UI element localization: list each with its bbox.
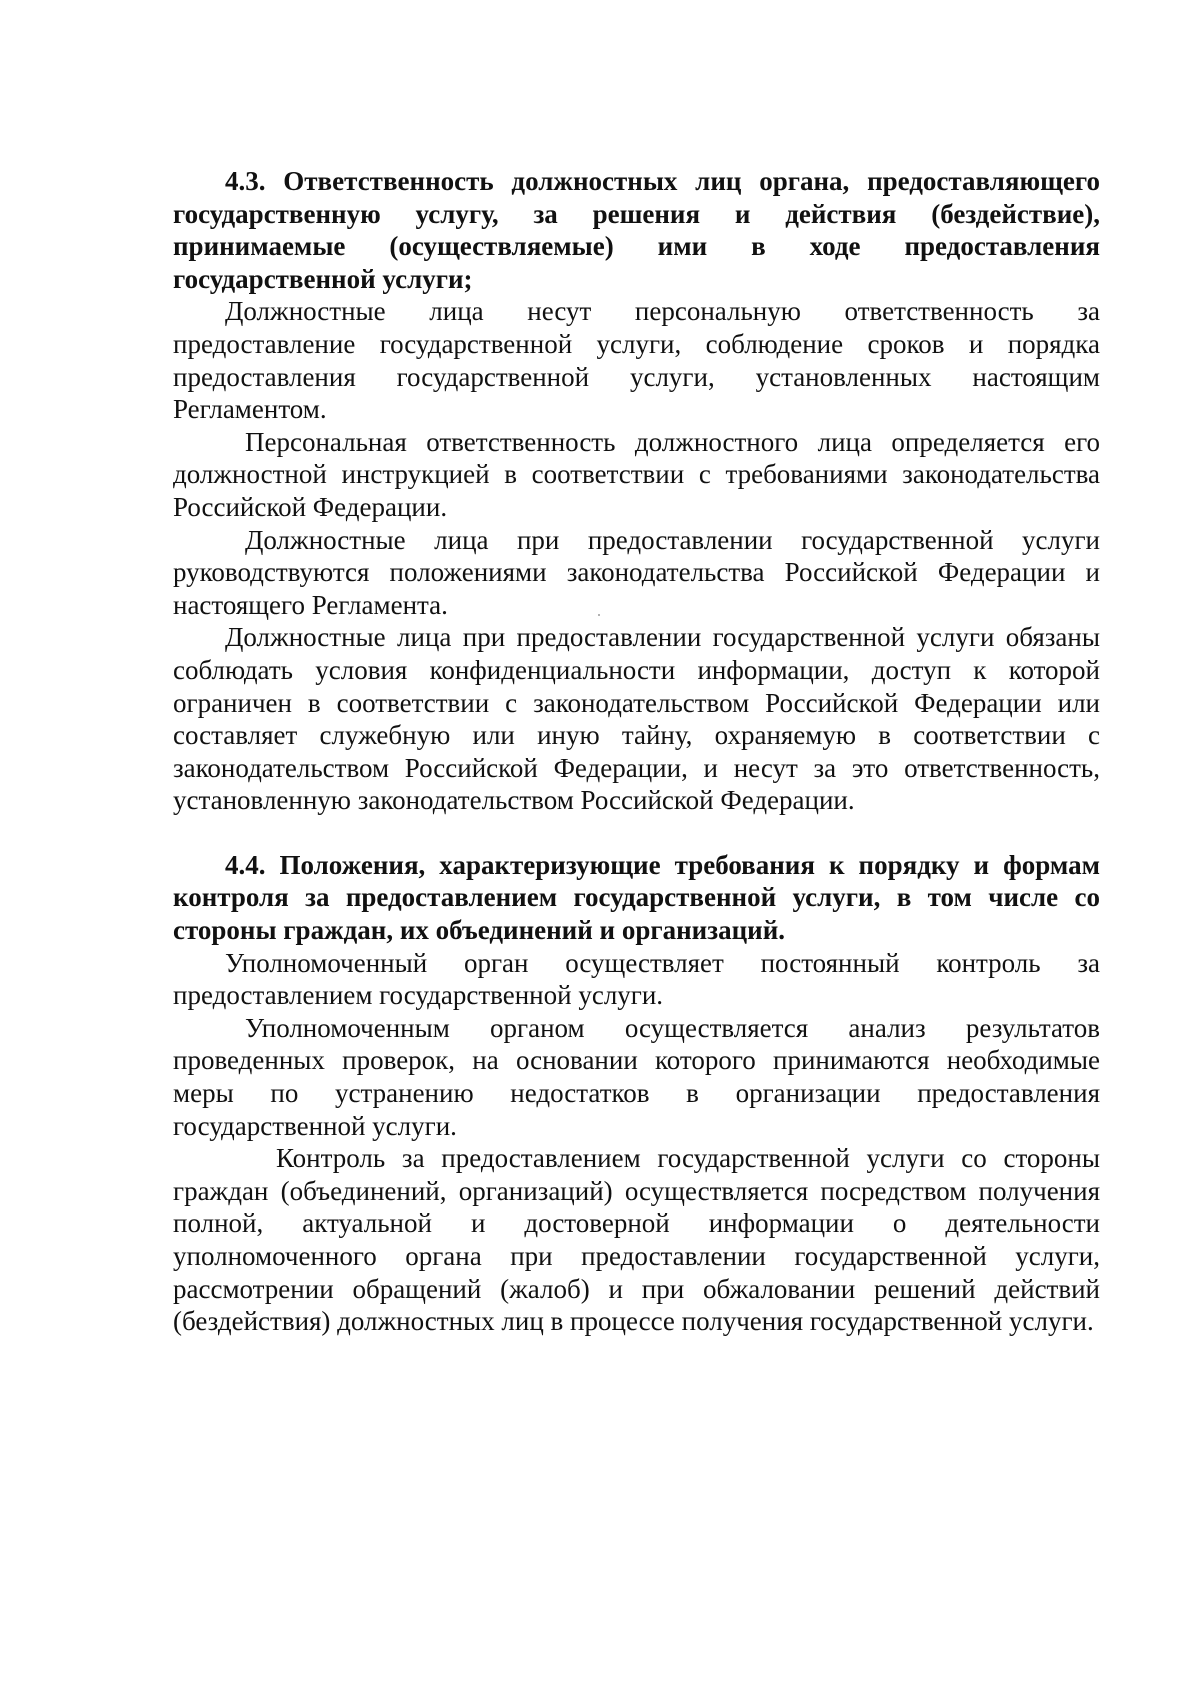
- section-4-3-paragraph-2: Персональная ответственность должностного лица определяется его должностной инструкцией в соответствии с требованиями законодательства Российской Федерации.: [173, 426, 1100, 522]
- scan-speck: [598, 614, 600, 616]
- section-4-4-paragraph-1: Уполномоченный орган осуществляет постоянный контроль за предоставлением государственной услуги.: [173, 947, 1100, 1011]
- section-4-4-paragraph-2: Уполномоченным органом осуществляется анализ результатов проведенных проверок, на основании которого принимаются необходимые меры по устранению недостатков в организации предоставления государственной услуги.: [173, 1012, 1100, 1141]
- section-4-4-heading: 4.4. Положения, характеризующие требования к порядку и формам контроля за предоставлением государственной услуги, в том числе со стороны граждан, их объединений и организаций.: [173, 849, 1100, 946]
- document-page: [173, 165, 1100, 1338]
- section-4-4-paragraph-3: Контроль за предоставлением государственной услуги со стороны граждан (объединений, организаций) осуществляется посредством получения полной, актуальной и достоверной информации о деятельности уполномоченного органа при предоставлении государственной услуги, рассмотрении обращений (жалоб) и при обжаловании решений действий (бездействия) должностных лиц в процессе получения государственной услуги.: [173, 1143, 1100, 1337]
- section-4-3-heading: 4.3. Ответственность должностных лиц органа, предоставляющего государственную услугу, за решения и действия (бездействие), принимаемые (осуществляемые) ими в ходе предоставления государственной услуги;: [173, 166, 1100, 294]
- section-spacer: [173, 817, 1100, 849]
- section-4-3-paragraph-3: Должностные лица при предоставлении государственной услуги руководствуются положениями законодательства Российской Федерации и настоящего Регламента.: [173, 524, 1100, 620]
- section-4-3-paragraph-4: Должностные лица при предоставлении государственной услуги обязаны соблюдать условия конфиденциальности информации, доступ к которой ограничен в соответствии с законодательством Российской Федерации или составляет служебную или иную тайну, охраняемую в соответствии с законодательством Российской Федерации, и несут за это ответственность, установленную законодательством Российской Федерации.: [173, 622, 1100, 816]
- section-4-3-paragraph-1: Должностные лица несут персональную ответственность за предоставление государственной услуги, соблюдение сроков и порядка предоставления государственной услуги, установленных настоящим Регламентом.: [173, 296, 1100, 425]
